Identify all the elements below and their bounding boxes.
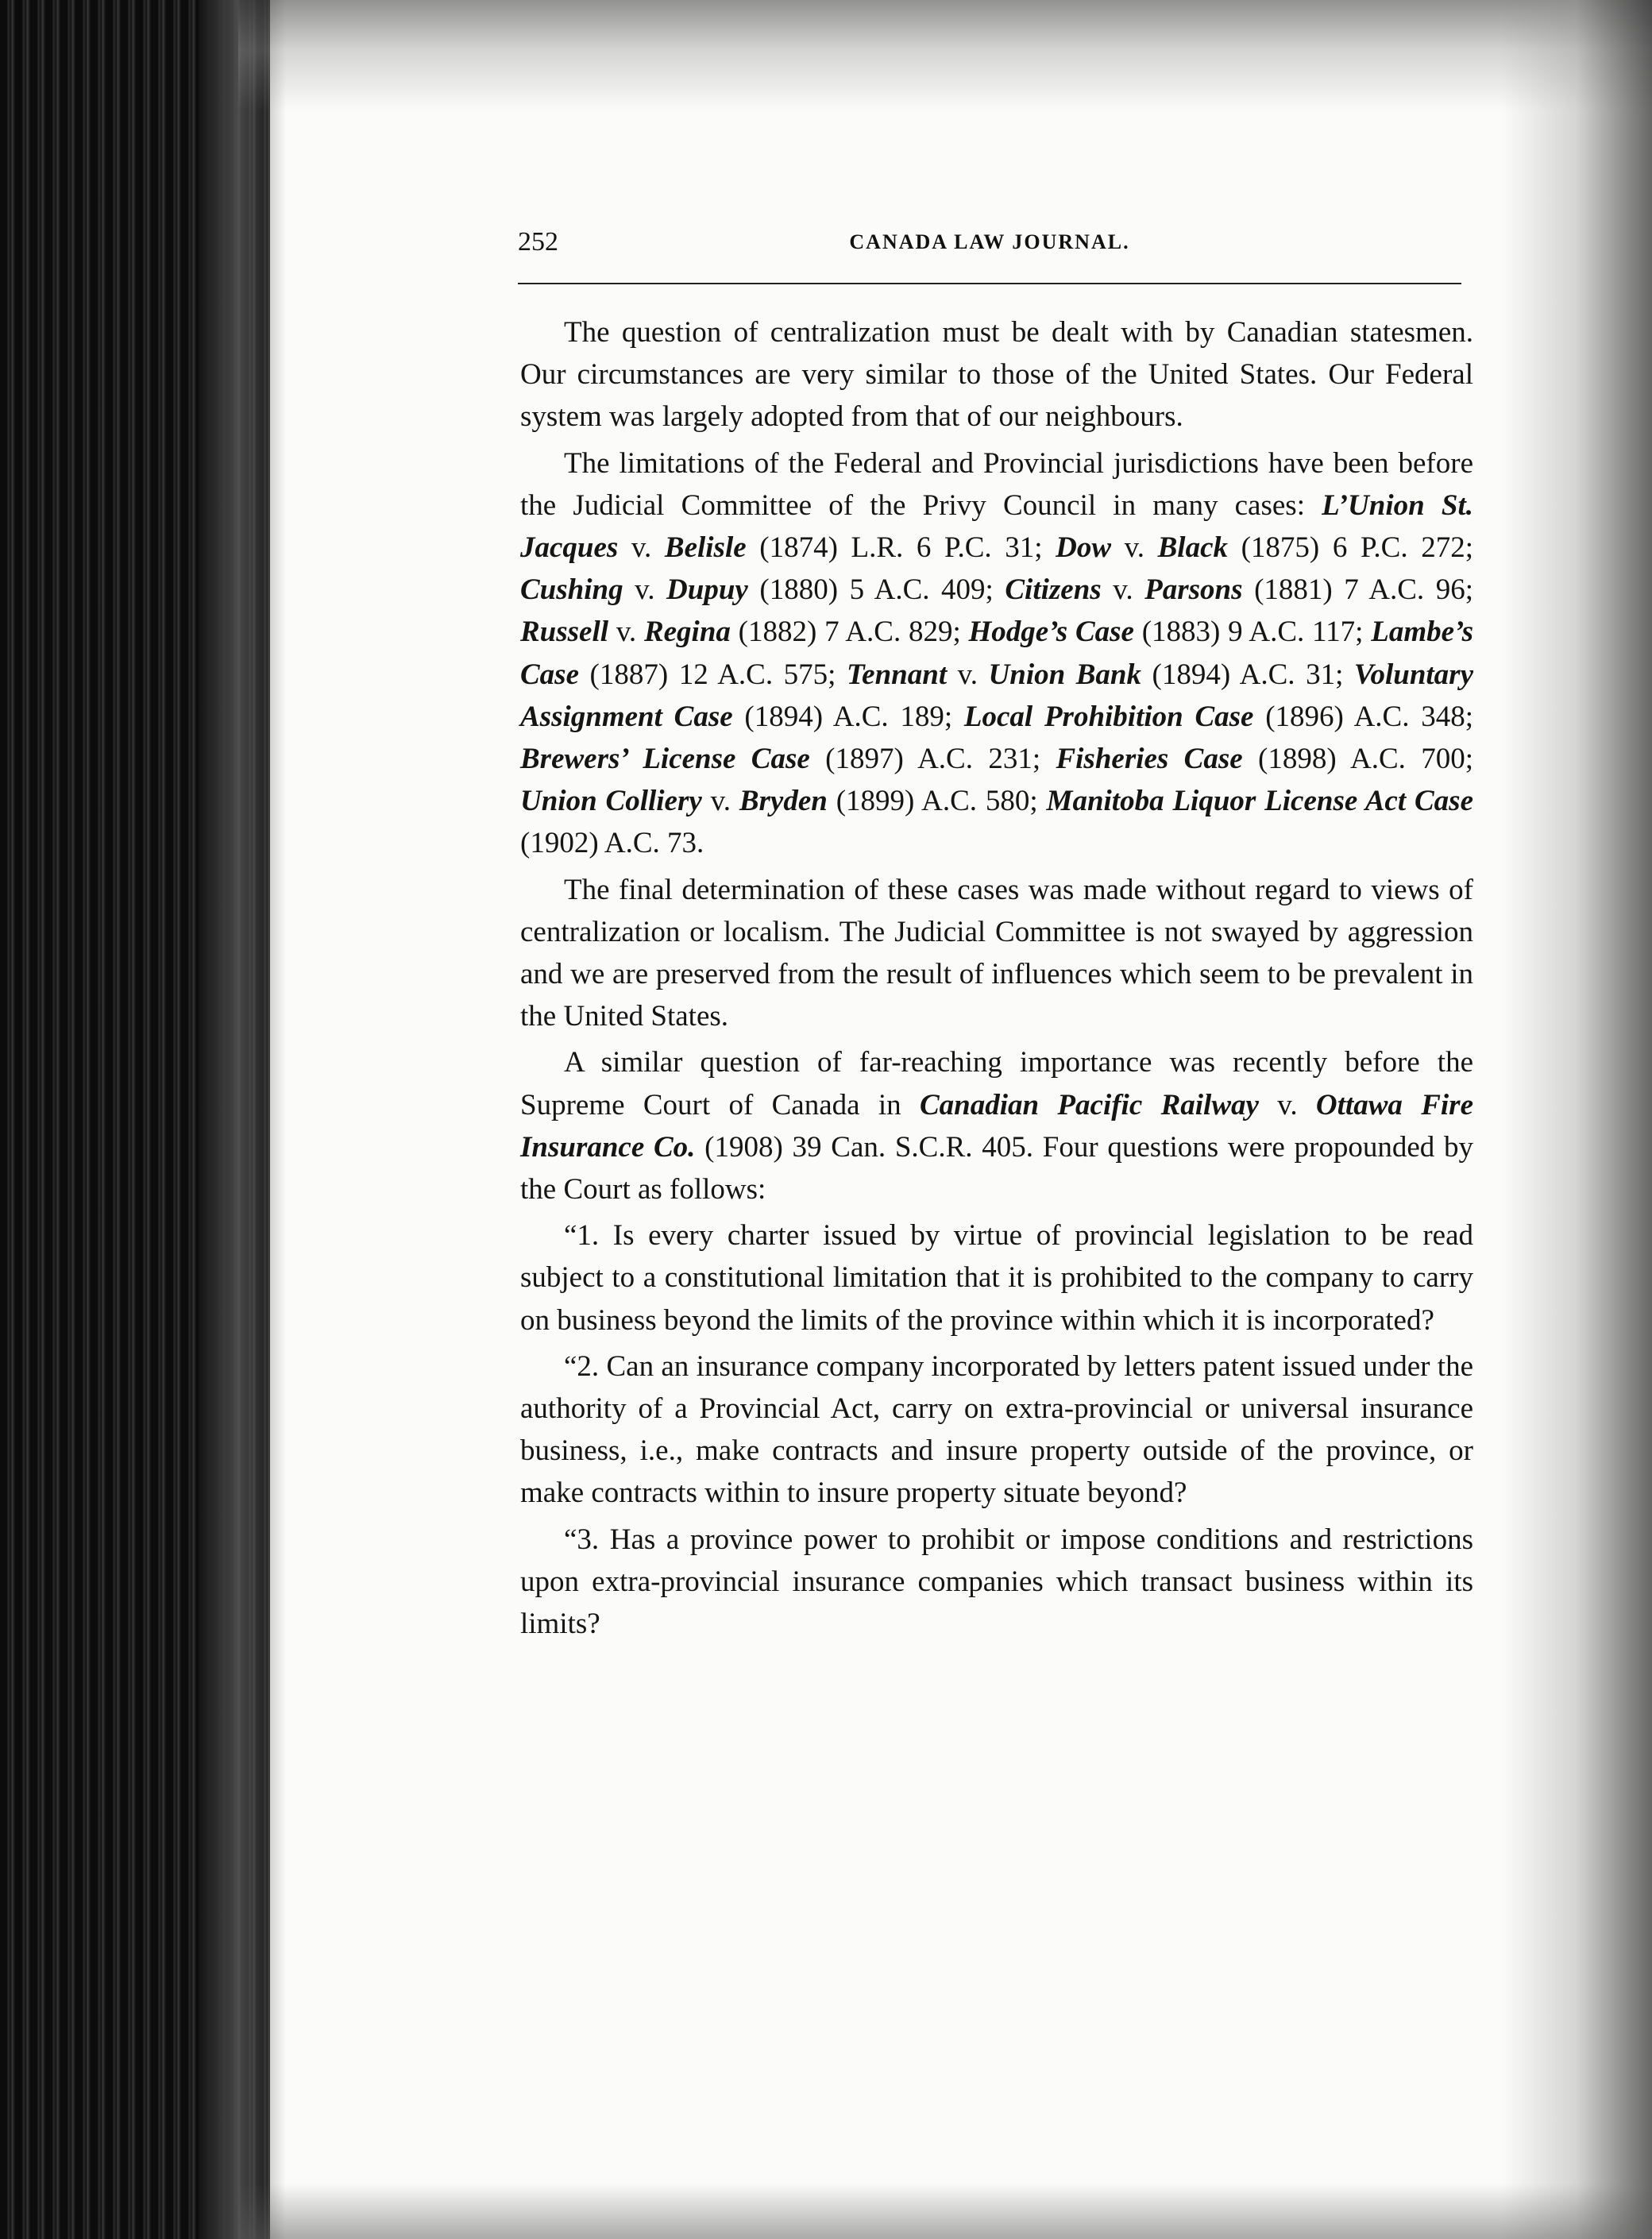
text-run: v. xyxy=(701,785,739,818)
text-run: (1899) A.C. 580; xyxy=(827,785,1047,818)
text-run: (1897) A.C. 231; xyxy=(809,743,1056,776)
text-run: (1883) 9 A.C. 117; xyxy=(1133,616,1372,649)
text-run: (1902) A.C. 73. xyxy=(520,827,704,860)
text-run: (1896) A.C. 348; xyxy=(1253,700,1474,733)
text-run: (1874) L.R. 6 P.C. 31; xyxy=(746,531,1056,565)
text-run: The limitations of the Federal and Provincial jurisdictions have been before the Judicial Committee of the Privy Council in many cases: xyxy=(520,446,1473,522)
text-run: v. xyxy=(608,616,644,649)
header-rule xyxy=(518,283,1461,284)
page-header xyxy=(518,227,1461,275)
case-name: Dupuy xyxy=(666,573,748,607)
case-name: Tennant xyxy=(846,658,948,691)
text-run: (1880) 5 A.C. 409; xyxy=(747,573,1005,607)
text-run: The final determination of these cases was made without regard to views of centralization or localism. The Judicial Committee is not swayed by aggression and we are preserved from the result of influences which seem to be prevalent in the United States. xyxy=(520,873,1473,1033)
bottom-edge-shadow xyxy=(238,2183,1652,2239)
case-name: Citizens xyxy=(1005,573,1102,607)
text-run: “1. Is every charter issued by virtue of provincial legislation to be read subject to a constitutional limitation that it is prohibited to the company to carry on business beyond the limits of the province within which it is incorporated? xyxy=(520,1219,1473,1337)
paragraph xyxy=(520,442,1473,865)
case-name: Union Bank xyxy=(988,658,1141,691)
paragraph xyxy=(520,1041,1473,1210)
text-run: (1894) A.C. 189; xyxy=(732,700,964,733)
case-name: Lambe’s Case xyxy=(520,616,1473,691)
case-name: Bryden xyxy=(739,785,828,818)
text-run: v. xyxy=(947,658,989,691)
case-name: Manitoba Liquor License Act Case xyxy=(1046,785,1473,818)
case-name: Regina xyxy=(643,616,731,649)
case-name: Parsons xyxy=(1144,573,1243,607)
right-edge-shadow xyxy=(1501,0,1652,2239)
case-name: Brewers’ License Case xyxy=(520,743,810,776)
page-number: 252 xyxy=(518,227,558,257)
text-run: v. xyxy=(623,573,667,607)
binding-fade xyxy=(199,0,286,2239)
quoted-question xyxy=(520,1519,1473,1646)
text-run: v. xyxy=(618,531,665,565)
case-name: Canadian Pacific Railway xyxy=(919,1088,1259,1121)
case-name: Dow xyxy=(1056,531,1112,565)
text-run: The question of centralization must be dealt with by Canadian statesmen. Our circumstances are very similar to those of the United States. Our Federal system was largely adopted from that of our neighbours. xyxy=(520,316,1473,434)
case-name: Cushing xyxy=(520,573,623,607)
case-name: Voluntary Assignment Case xyxy=(520,658,1474,733)
case-name: Hodge’s Case xyxy=(968,616,1134,649)
text-run: v. xyxy=(1258,1088,1316,1121)
top-edge-shadow xyxy=(238,0,1652,111)
case-name: Russell xyxy=(520,616,609,649)
text-run: (1882) 7 A.C. 829; xyxy=(730,616,969,649)
text-run: v. xyxy=(1101,573,1145,607)
case-name: Ottawa Fire Insurance Co. xyxy=(520,1088,1473,1164)
case-name: Belisle xyxy=(664,531,747,565)
text-run: (1875) 6 P.C. 272; xyxy=(1228,531,1473,565)
text-run: (1887) 12 A.C. 575; xyxy=(579,658,847,691)
text-run: (1908) 39 Can. S.C.R. 405. Four questions were propounded by the Court as follows: xyxy=(520,1130,1473,1206)
running-head: CANADA LAW JOURNAL. xyxy=(849,230,1130,253)
text-run: (1894) A.C. 31; xyxy=(1141,658,1354,691)
text-run: “3. Has a province power to prohibit or impose conditions and restrictions upon extra-provincial insurance companies which transact business within its limits? xyxy=(520,1523,1473,1641)
paragraph xyxy=(520,311,1473,438)
case-name: Local Prohibition Case xyxy=(963,700,1254,733)
case-name: Fisheries Case xyxy=(1056,743,1243,776)
quoted-question xyxy=(520,1345,1473,1515)
text-run: v. xyxy=(1111,531,1158,565)
text-run: “2. Can an insurance company incorporated by letters patent issued under the authority of a Provincial Act, carry on extra-provincial or universal insurance business, i.e., make contracts and insure property outside of the province, or make contracts within to insure property situate beyond? xyxy=(520,1349,1473,1510)
text-run: (1881) 7 A.C. 96; xyxy=(1242,573,1474,607)
quoted-question xyxy=(520,1214,1473,1341)
article-body xyxy=(520,311,1473,1649)
text-run: (1898) A.C. 700; xyxy=(1242,743,1474,776)
paragraph xyxy=(520,869,1473,1038)
case-name: L’Union St. Jacques xyxy=(520,488,1473,565)
case-name: Union Colliery xyxy=(520,785,702,818)
case-name: Black xyxy=(1157,531,1228,565)
text-run: A similar question of far-reaching importance was recently before the Supreme Court of Canada in xyxy=(520,1046,1473,1121)
